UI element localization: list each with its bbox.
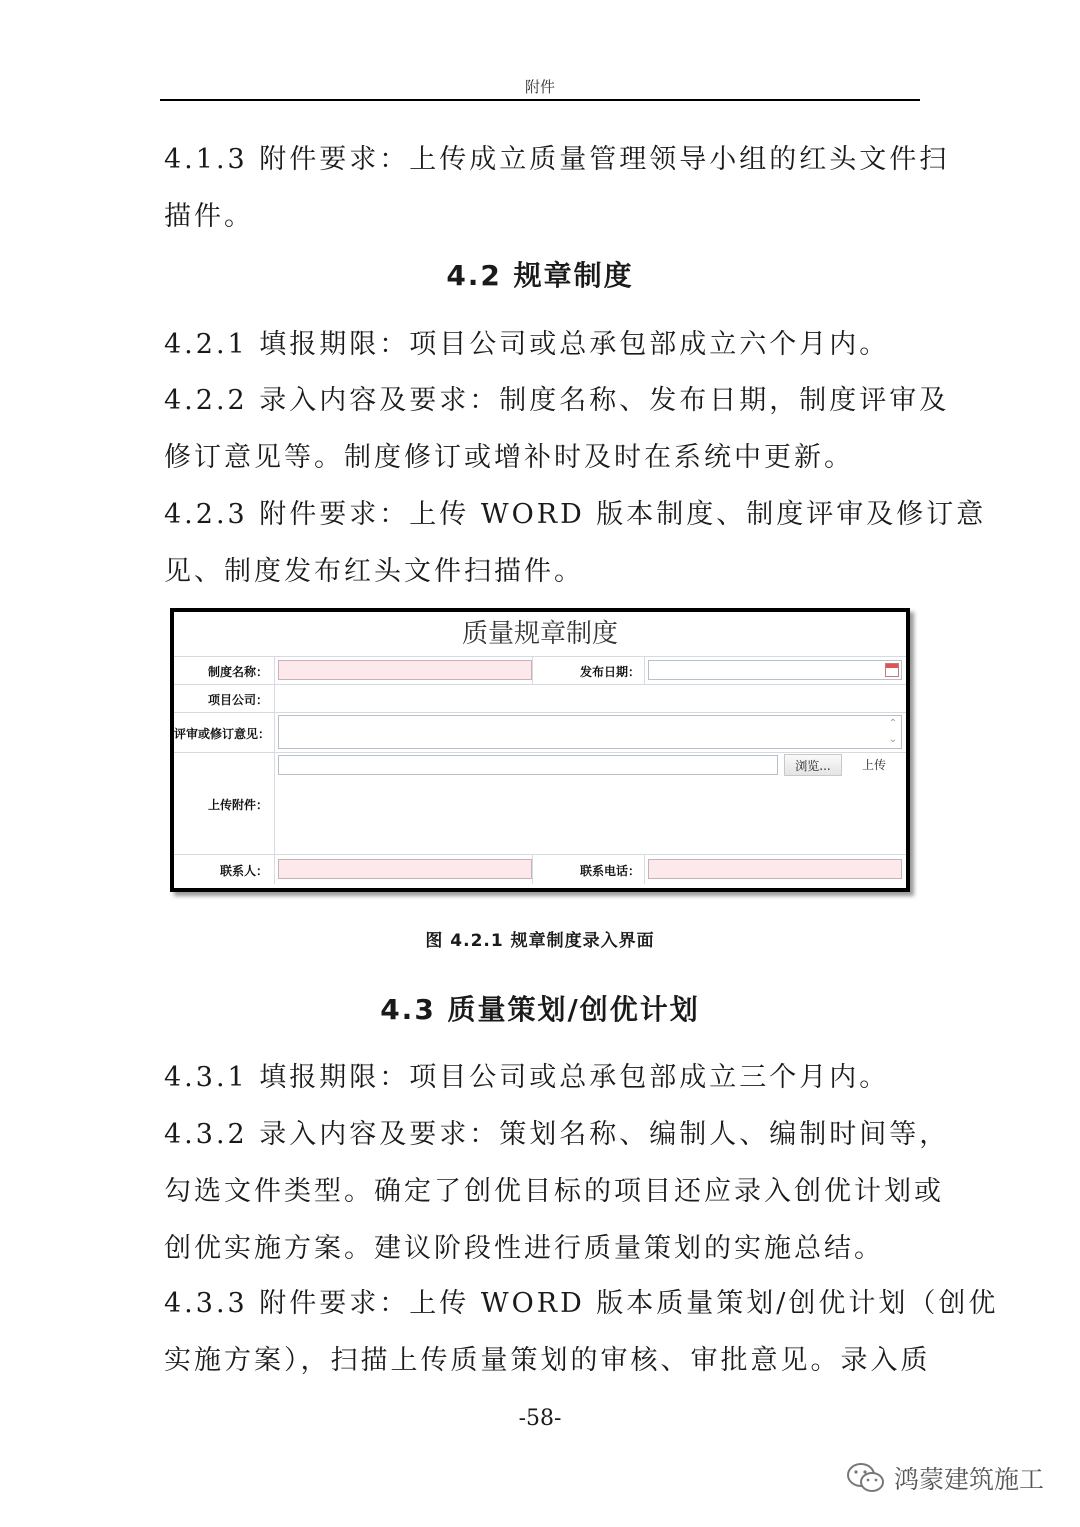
form-row-company (174, 684, 906, 713)
label-contact-phone: 联系电话： (579, 864, 640, 878)
text-line: 描件。 (164, 201, 254, 232)
review-opinion-textarea[interactable] (278, 715, 902, 749)
watermark (846, 1458, 1044, 1498)
section-heading-4-3: 4.3 质量策划/创优计划 (380, 993, 700, 1026)
browse-button[interactable]: 浏览... (784, 754, 842, 776)
contact-person-input[interactable] (278, 859, 532, 879)
paragraph-4-3-1 (164, 1049, 916, 1106)
label-publish-date: 发布日期： (579, 665, 640, 679)
paragraph-4-2-2 (164, 372, 950, 486)
label-contact-person: 联系人： (219, 864, 268, 878)
label-regulation-name: 制度名称： (207, 665, 268, 679)
scroll-arrows-icon[interactable]: ⌃ ⌄ (888, 718, 898, 745)
upload-button[interactable]: 上传 (861, 758, 886, 772)
paragraph-4-3-3 (164, 1275, 999, 1389)
text-line: 4.3.3 附件要求：上传 WORD 版本质量策划/创优计划（创优 (164, 1288, 999, 1319)
file-path-input[interactable] (278, 755, 778, 775)
contact-phone-input[interactable] (648, 859, 902, 879)
header-rule (160, 99, 920, 101)
text-line: 4.2.2 录入内容及要求：制度名称、发布日期，制度评审及 (164, 385, 950, 416)
attachment-list-area (278, 780, 902, 850)
watermark-text: 鸿蒙建筑施工 (894, 1465, 1045, 1494)
paragraph-4-2-3 (164, 486, 987, 600)
page-number: -58- (518, 1406, 562, 1431)
text-line: 创优实施方案。建议阶段性进行质量策划的实施总结。 (164, 1233, 884, 1264)
section-heading-4-2: 4.2 规章制度 (446, 259, 634, 292)
text-line: 4.1.3 附件要求：上传成立质量管理领导小组的红头文件扫 (164, 144, 950, 175)
text-line: 勾选文件类型。确定了创优目标的项目还应录入创优计划或 (164, 1176, 944, 1207)
text-line: 4.2.1 填报期限：项目公司或总承包部成立六个月内。 (164, 329, 890, 360)
text-line: 见、制度发布红头文件扫描件。 (164, 556, 584, 587)
text-line: 4.2.3 附件要求：上传 WORD 版本制度、制度评审及修订意 (164, 499, 987, 530)
paragraph-4-2-1 (164, 316, 916, 373)
paragraph-4-1-3 (164, 131, 950, 245)
wechat-icon (846, 1461, 886, 1495)
column-divider (532, 656, 533, 684)
column-divider (274, 656, 275, 884)
label-project-company: 项目公司： (207, 693, 268, 707)
column-divider (644, 854, 645, 884)
text-line: 4.3.1 填报期限：项目公司或总承包部成立三个月内。 (164, 1062, 890, 1093)
label-review-opinion: 评审或修订意见： (174, 727, 271, 741)
figure-caption: 图 4.2.1 规章制度录入界面 (425, 931, 655, 951)
label-upload-attachment: 上传附件： (207, 798, 268, 812)
publish-date-input[interactable] (648, 660, 902, 680)
regulation-entry-form (170, 608, 910, 892)
text-line: 4.3.2 录入内容及要求：策划名称、编制人、编制时间等， (164, 1119, 950, 1150)
paragraph-4-3-2 (164, 1106, 950, 1277)
column-divider (532, 854, 533, 884)
column-divider (644, 656, 645, 684)
regulation-name-input[interactable] (278, 660, 532, 680)
text-line: 修订意见等。制度修订或增补时及时在系统中更新。 (164, 442, 854, 473)
calendar-icon[interactable] (885, 663, 899, 677)
page-header-title: 附件 (524, 78, 555, 96)
form-title: 质量规章制度 (461, 619, 618, 649)
text-line: 实施方案），扫描上传质量策划的审核、审批意见。录入质 (164, 1345, 931, 1376)
